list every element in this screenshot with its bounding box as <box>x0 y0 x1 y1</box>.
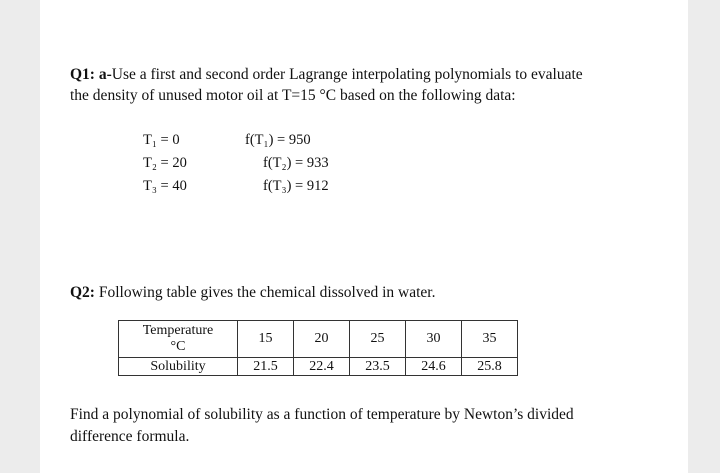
temperature-cell: 30 <box>406 321 462 358</box>
temperature-label: Temperature <box>142 323 214 338</box>
data-f3: f(T₃) = 912 <box>263 178 329 194</box>
q2-task: Find a polynomial of solubility as a function of temperature by Newton’s divided difference formula. <box>70 406 574 445</box>
solubility-cell: 22.4 <box>294 358 350 376</box>
solubility-cell: 23.5 <box>350 358 406 376</box>
q2-text: Following table gives the chemical dissolved in water. <box>98 284 436 301</box>
q1-part: a- <box>98 66 112 83</box>
q1-label: Q1: <box>70 66 95 83</box>
data-f2: f(T₂) = 933 <box>263 155 329 171</box>
data-f1: f(T₁) = 950 <box>245 132 311 148</box>
solubility-table <box>118 320 518 376</box>
data-t2: T₂ = 20 <box>143 155 187 171</box>
temperature-cell: 15 <box>238 321 294 358</box>
solubility-header: Solubility <box>119 358 238 376</box>
temperature-cell: 20 <box>294 321 350 358</box>
q2-label: Q2: <box>70 284 95 301</box>
temperature-unit: °C <box>170 339 186 354</box>
temperature-cell: 35 <box>462 321 518 358</box>
solubility-row <box>119 358 518 376</box>
solubility-cell: 21.5 <box>238 358 294 376</box>
solubility-cell: 24.6 <box>406 358 462 376</box>
temperature-row <box>119 321 518 358</box>
question-2 <box>70 284 435 302</box>
temperature-header <box>119 321 238 358</box>
q1-text: Use a first and second order Lagrange interpolating polynomials to evaluate the density of unused motor oil at T=15 °C based on the following data: <box>70 66 583 104</box>
question-1 <box>70 64 590 106</box>
data-t1: T₁ = 0 <box>143 132 180 148</box>
data-t3: T₃ = 40 <box>143 178 187 194</box>
temperature-cell: 25 <box>350 321 406 358</box>
solubility-cell: 25.8 <box>462 358 518 376</box>
